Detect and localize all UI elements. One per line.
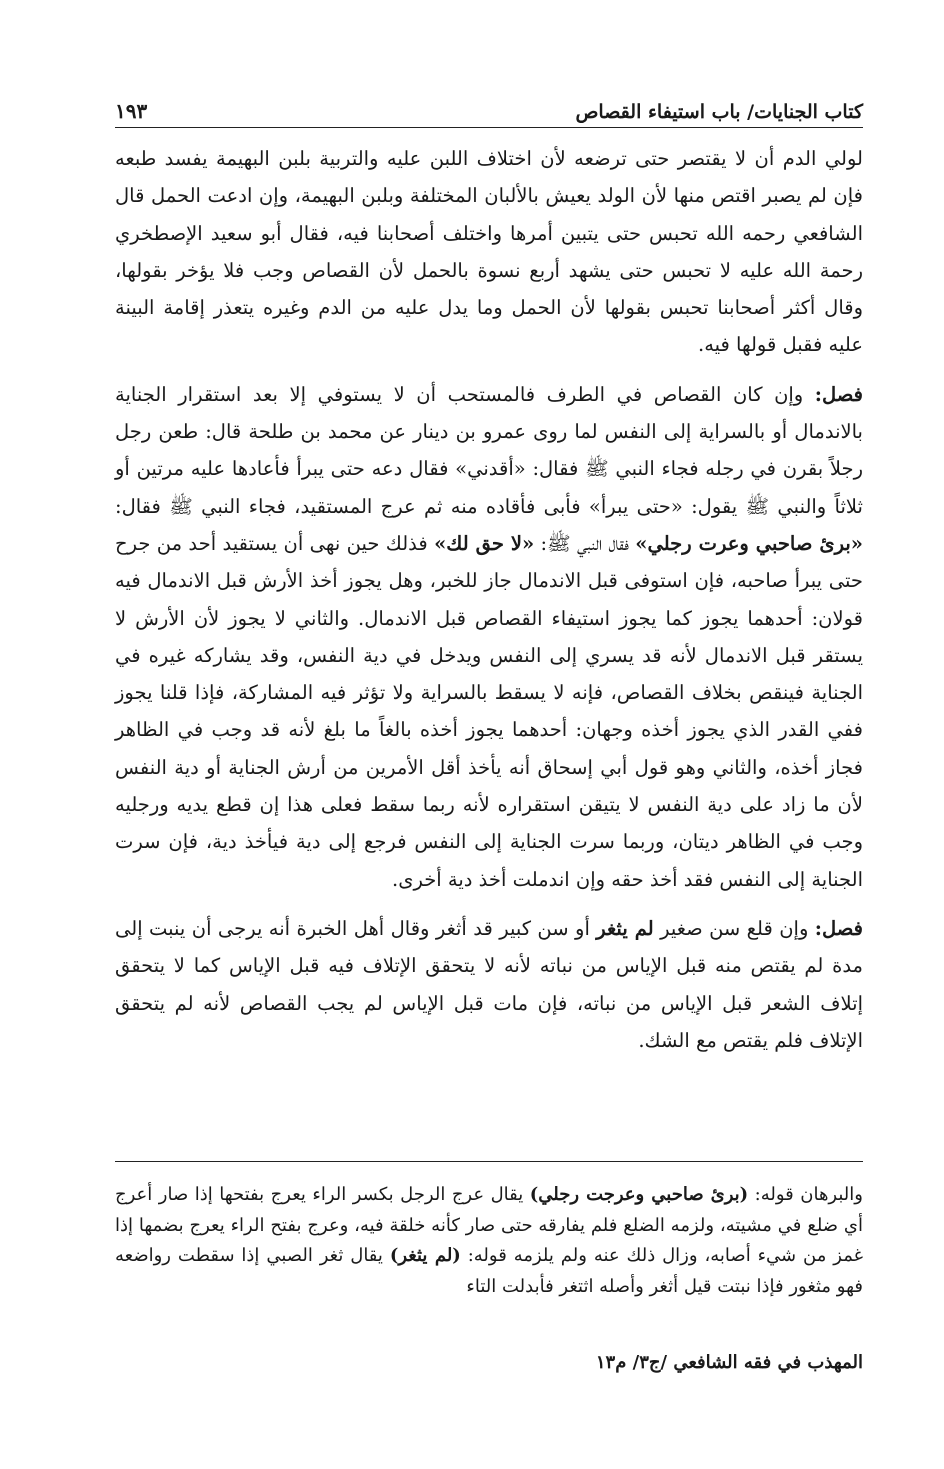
footnote-term-2: (لم يثغر) xyxy=(389,1245,461,1266)
paragraph-1 xyxy=(115,140,863,364)
paragraph-2 xyxy=(115,376,863,898)
hadith-quote-2: «لا حق لك» xyxy=(434,531,535,555)
footnote-text-a: والبرهان قوله: xyxy=(748,1184,863,1205)
paragraph-3-text-b: أو سن كبير قد أثغر وقال أهل الخبرة أنه يرجى أن ينبت إلى مدة لم يقتص منه قبل الإياس من نباته لأنه لا يتحقق الإتلاف فيه قبل الإياس كما لا يتحقق إتلاف الشعر قبل الإياس من نباته، فإن مات قبل الإياس لم يجب القصاص لأنه لم يتحقق الإتلاف فلم يقتص مع الشك. xyxy=(115,916,863,1052)
hadith-quote: «برئ صاحبي وعرت رجلي» xyxy=(635,531,863,555)
footnote-text-d: يقال ثغر الصبي إذا سقطت رواضعه فهو مثغور فإذا نبتت قيل أثغر وأصله اثتغر فأبدلت التاء xyxy=(115,1245,863,1297)
paragraph-1-text: لولي الدم أن لا يقتصر حتى ترضعه لأن اختلاف اللبن عليه والتربية بلبن البهيمة يفسد طبعه فإن لم يصبر اقتص منها لأن الولد يعيش بالألبان المختلفة وبلبن البهيمة، وإن ادعت الحمل قال الشافعي رحمه الله تحبس حتى يتبين أمرها واختلف أصحابنا فيه، فقال أبو سعيد الإصطخري رحمة الله عليه لا تحبس حتى يشهد أربع نسوة بالحمل لأن القصاص وجب فلا يؤخر بقولها، وقال أكثر أصحابنا تحبس بقولها لأن الحمل وما يدل عليه من الدم وغيره يتعذر إقامة البينة عليه فقبل قولها فيه. xyxy=(115,147,863,357)
footnote-section xyxy=(115,1180,863,1302)
footnote-text-c: يقال عرج الرجل بكسر الراء يعرج بفتحها إذا صار أعرج أي ضلع في مشيته، ولزمه الضلع فلم يفارقه حتى صار كأنه خلقة فيه، وعرج بفتح الراء يعرج بضمها إذا غمز من شيء أصابه، وزال ذلك عنه ولم يلزمه قوله: xyxy=(115,1184,864,1266)
highlighted-term: لم يثغر xyxy=(596,916,654,940)
paragraph-2-text-a: وإن كان القصاص في الطرف فالمستحب أن لا يستوفي إلا بعد استقرار الجناية بالاندمال أو بالسراية إلى النفس لما روى عمرو بن دينار عن محمد بن طلحة قال: طعن رجل رجلاً بقرن في رجله فجاء النبي ﷺ فقال: «أقدني» فقال دعه حتى يبرأ فأعادها عليه مرتين أو ثلاثاً والنبي ﷺ يقول: «حتى يبرأ» فأبى فأقاده منه ثم عرج المستقيد، فجاء النبي ﷺ فقال: xyxy=(115,382,863,518)
footnote-term-1: (برئ صاحبي وعرجت رجلي) xyxy=(529,1184,749,1205)
paragraph-3-text-a: وإن قلع سن صغير xyxy=(653,916,815,940)
chapter-title: كتاب الجنايات/ باب استيفاء القصاص xyxy=(575,101,863,123)
paragraph-3 xyxy=(115,910,863,1059)
footnote-divider xyxy=(115,1161,863,1162)
section-label: فصل: xyxy=(814,382,863,406)
paragraph-2-text-c: فذلك حين نهى أن يستقيد أحد من جرح حتى يبرأ صاحبه، فإن استوفى قبل الاندمال جاز للخبر، وهل يجوز أخذ الأرش قبل الاندمال فيه قولان: أحدهما يجوز كما يجوز استيفاء القصاص قبل الاندمال. والثاني لا يجوز لأن الأرش لا يستقر قبل الاندمال لأنه قد يسري إلى النفس ويدخل في دية النفس، وقد يشاركه غيره في الجناية فينقص بخلاف القصاص، فإنه لا يسقط بالسراية ولا تؤثر فيه المشاركة، فإذا قلنا يجوز ففي القدر الذي يجوز أخذه وجهان: أحدهما يجوز أخذه بالغاً ما بلغ لأنه قد وجب في الظاهر فجاز أخذه، والثاني وهو قول أبي إسحاق أنه يأخذ أقل الأمرين من أرش الجناية أو دية النفس لأن ما زاد على دية النفس لا يتيقن استقراره لأنه ربما سقط فعلى هذا إن قطع يديه ورجليه وجب في الظاهر ديتان، وربما سرت الجناية إلى النفس فرجع إلى دية فيأخذ دية، فإن سرت الجناية إلى النفس فقد أخذ حقه وإن اندملت أخذ دية أخرى. xyxy=(115,531,863,891)
book-signature: المهذب في فقه الشافعي /ج٣/ م١٣ xyxy=(595,1352,863,1373)
main-text xyxy=(115,140,863,1059)
running-header xyxy=(115,88,863,128)
page-number: ١٩٣ xyxy=(115,99,148,123)
section-label: فصل: xyxy=(814,916,863,940)
paragraph-2-text-b: فقال النبي ﷺ: xyxy=(534,531,636,555)
